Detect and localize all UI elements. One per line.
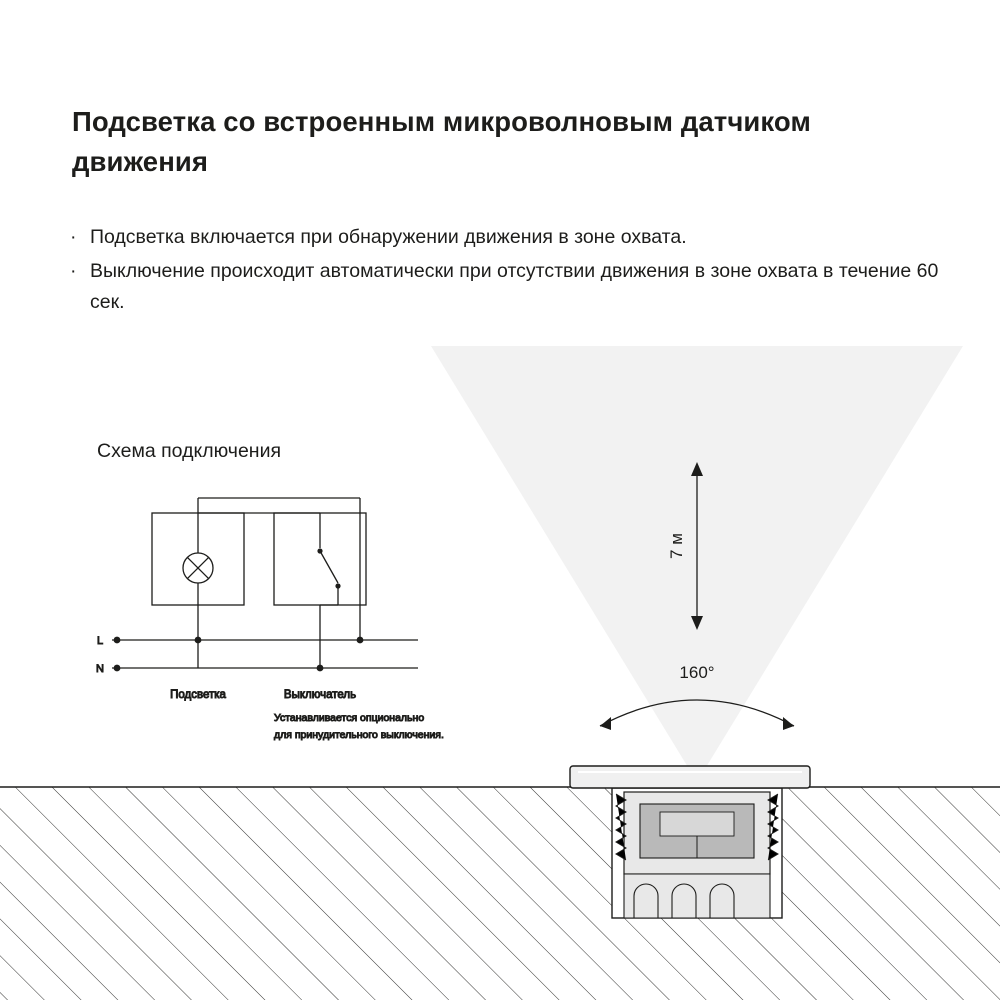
terminal-dot-n xyxy=(114,665,121,672)
terminal-label-l: L xyxy=(97,635,104,647)
wiring-diagram-title: Схема подключения xyxy=(97,440,282,462)
ground-hatched-area xyxy=(0,787,1000,1000)
page-title: Подсветка со встроенным микроволновым датчиком движения xyxy=(72,106,811,177)
switch-note-line2-text: для принудительного выключения. xyxy=(274,729,444,741)
bullet-marker-icon: · xyxy=(70,259,77,282)
wiring-schematic xyxy=(96,498,444,741)
bullet-marker-icon: · xyxy=(70,226,77,248)
switch-note-line1-text: Устанавливается опционально xyxy=(274,712,425,724)
terminal-label-n: N xyxy=(96,663,104,675)
coverage-angle-label-text: 160° xyxy=(679,663,715,682)
list-item-label: Выключение происходит автоматически при отсутствии движения в зоне охвата в течение 60 сек. xyxy=(90,259,939,314)
coverage-height-label-text: 7 м xyxy=(667,533,686,559)
lamp-caption-text: Подсветка xyxy=(170,689,226,701)
switch-caption-text: Выключатель xyxy=(283,689,357,701)
terminal-dot-l xyxy=(114,637,121,644)
list-item-label: Подсветка включается при обнаружении движения в зоне охвата. xyxy=(90,226,687,248)
